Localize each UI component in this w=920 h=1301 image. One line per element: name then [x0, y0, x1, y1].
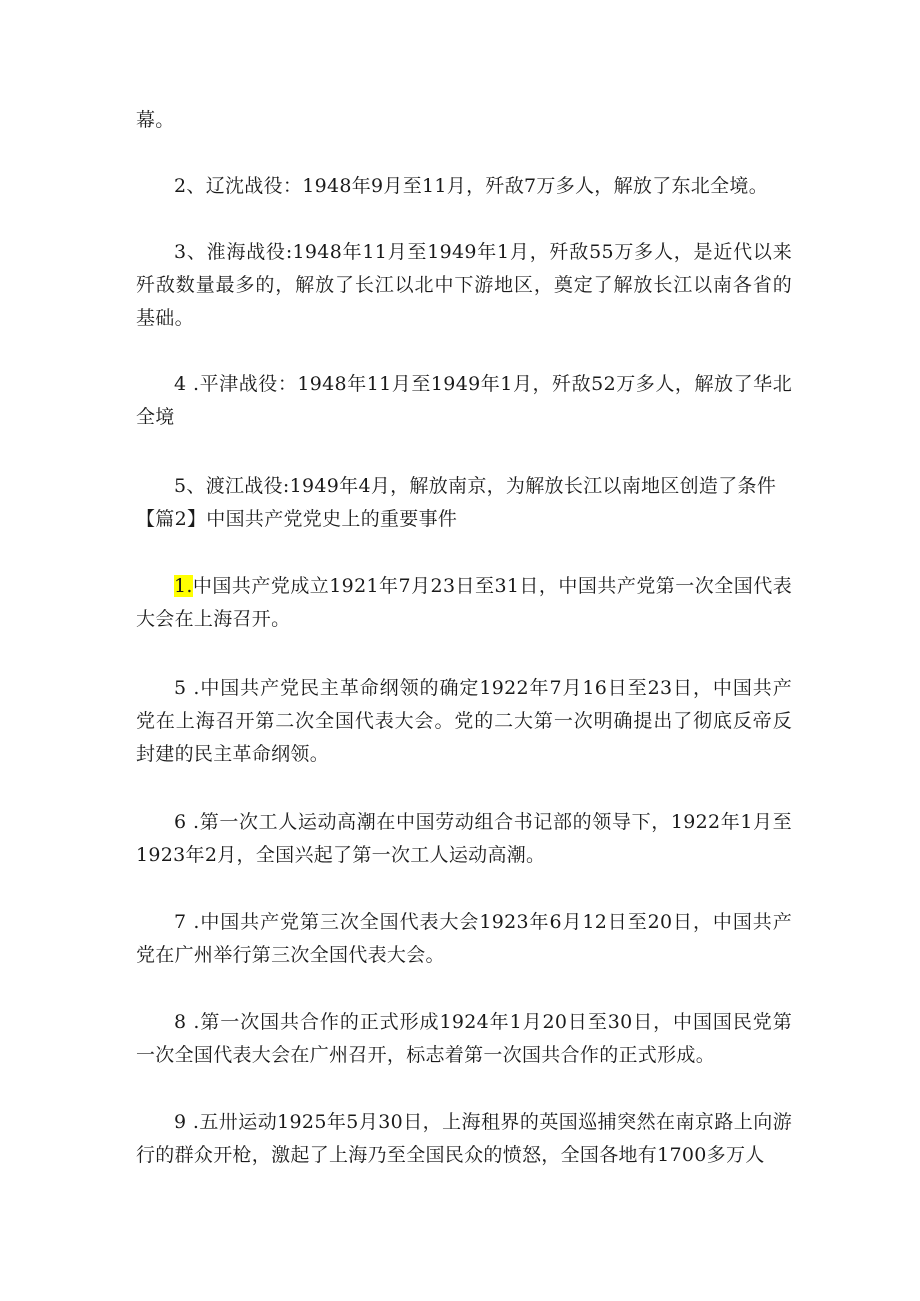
paragraph-text: 4 .平津战役：1948年11月至1949年1月，歼敌52万多人，解放了华北全境	[136, 373, 792, 428]
paragraph-continuation	[136, 104, 792, 137]
paragraph-pingjin-campaign	[136, 368, 792, 434]
paragraph-dujiang-campaign	[136, 470, 792, 503]
paragraph-huaihai-campaign	[136, 236, 792, 335]
paragraph-kmt-cpc-cooperation	[136, 1006, 792, 1072]
paragraph-text: 5 .中国共产党民主革命纲领的确定1922年7月16日至23日，中国共产党在上海召开第二次全国代表大会。党的二大第一次明确提出了彻底反帝反封建的民主革命纲领。	[136, 677, 792, 765]
paragraph-text: 2、辽沈战役：1948年9月至11月，歼敌7万多人，解放了东北全境。	[174, 175, 768, 197]
highlighted-list-marker: 1.	[174, 575, 193, 597]
section-heading	[136, 503, 792, 536]
paragraph-text: 7 .中国共产党第三次全国代表大会1923年6月12日至20日，中国共产党在广州举行第三次全国代表大会。	[136, 911, 792, 966]
paragraph-text: 9 .五卅运动1925年5月30日，上海租界的英国巡捕突然在南京路上向游行的群众开枪，激起了上海乃至全国民众的愤怒，全国各地有1700多万人	[136, 1111, 792, 1166]
paragraph-text: 幕。	[136, 109, 175, 131]
paragraph-third-congress	[136, 906, 792, 972]
paragraph-text: 5、渡江战役:1949年4月，解放南京，为解放长江以南地区创造了条件	[174, 475, 777, 497]
paragraph-labor-movement	[136, 806, 792, 872]
paragraph-text: 中国共产党成立1921年7月23日至31日，中国共产党第一次全国代表大会在上海召开。	[136, 575, 792, 630]
paragraph-party-founding	[136, 570, 792, 636]
paragraph-text: 6 .第一次工人运动高潮在中国劳动组合书记部的领导下，1922年1月至1923年2月，全国兴起了第一次工人运动高潮。	[136, 811, 792, 866]
paragraph-text: 3、淮海战役:1948年11月至1949年1月，歼敌55万多人，是近代以来歼敌数量最多的，解放了长江以北中下游地区，奠定了解放长江以南各省的基础。	[136, 241, 792, 329]
paragraph-democratic-program	[136, 672, 792, 771]
section-heading-text: 【篇2】中国共产党党史上的重要事件	[136, 508, 458, 530]
paragraph-liaoshen-campaign	[136, 170, 792, 203]
paragraph-text: 8 .第一次国共合作的正式形成1924年1月20日至30日，中国国民党第一次全国代表大会在广州召开，标志着第一次国共合作的正式形成。	[136, 1011, 792, 1066]
paragraph-may-thirtieth-movement	[136, 1106, 792, 1172]
